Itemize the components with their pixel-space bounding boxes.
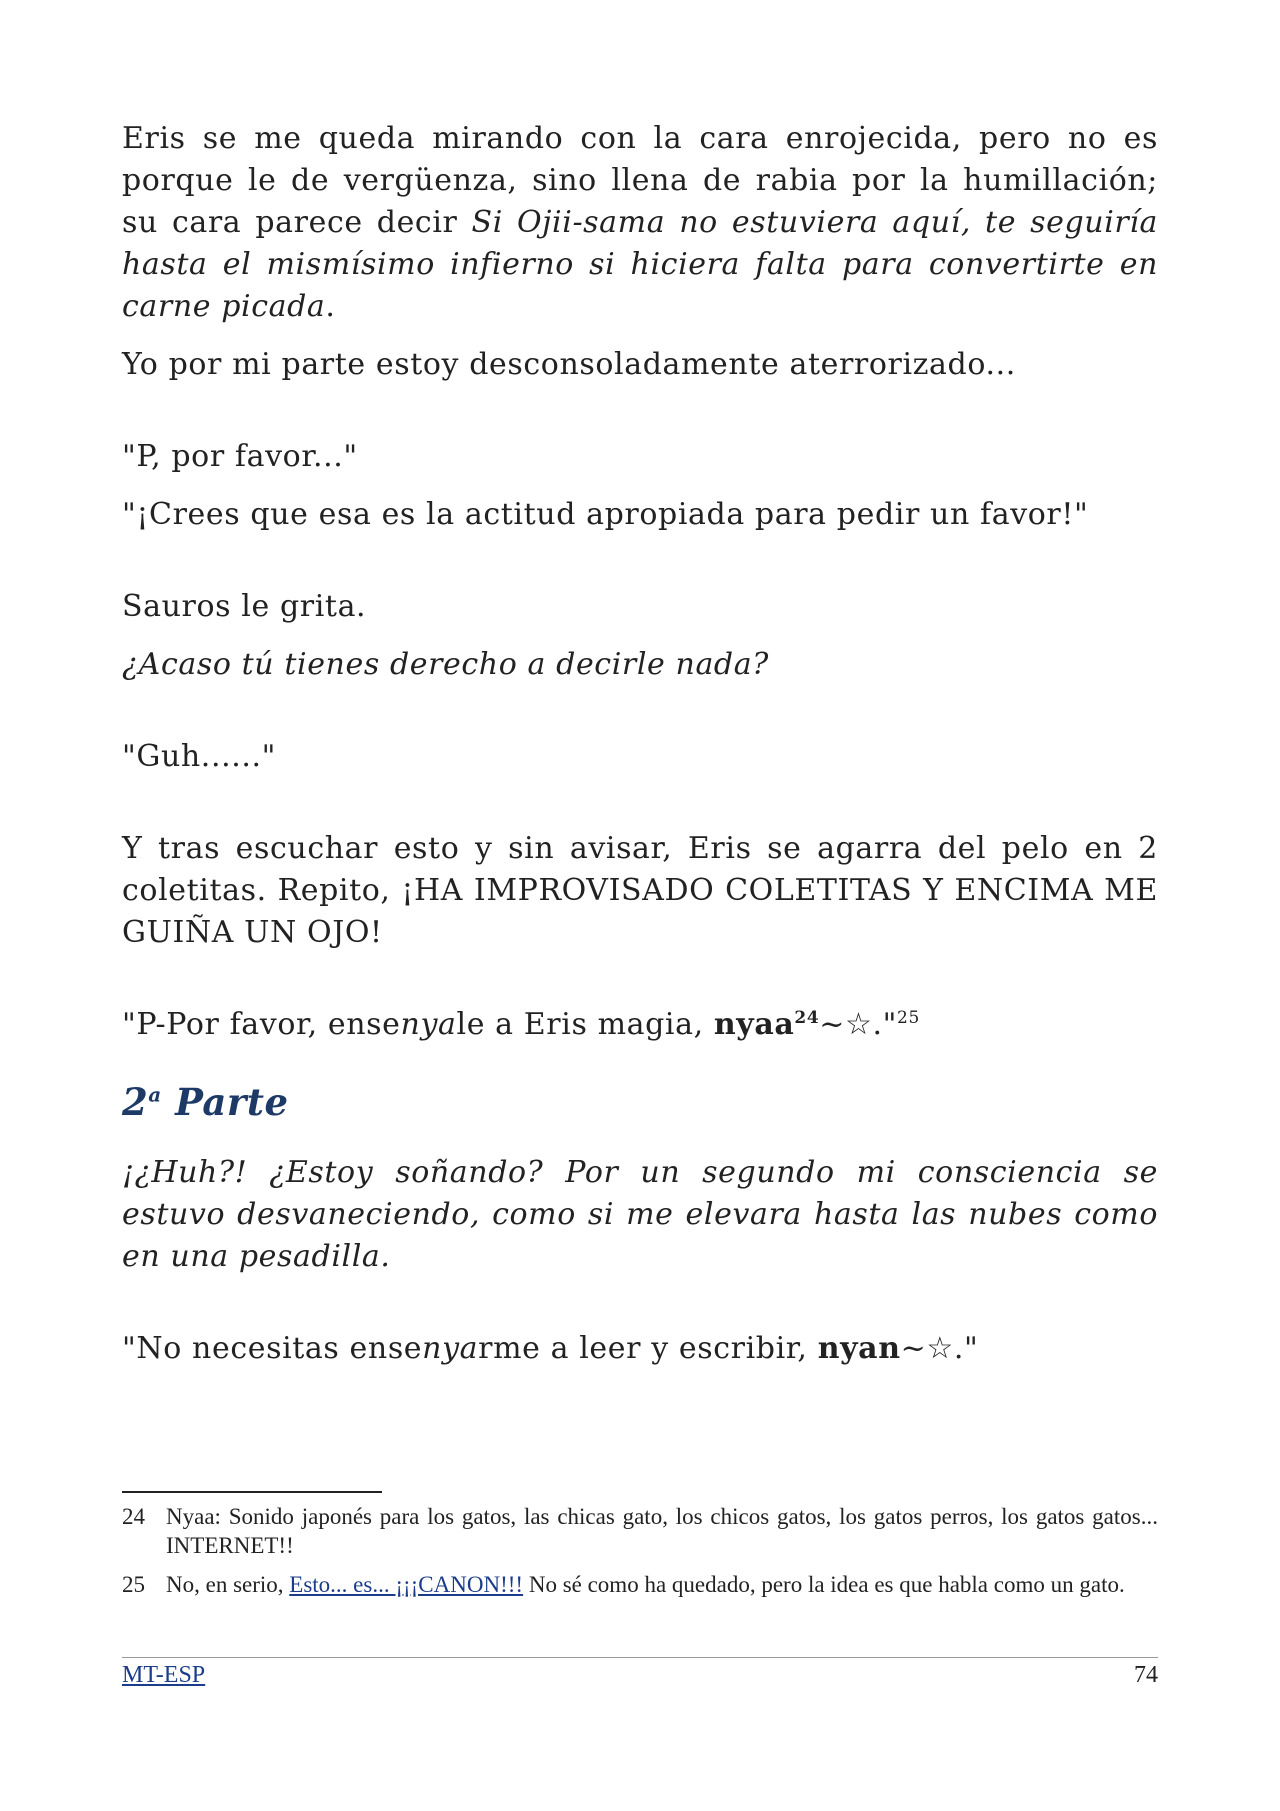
heading-text: Parte <box>161 1080 289 1124</box>
page-body <box>122 118 1158 1046</box>
dialogue-nyan <box>122 1328 1158 1370</box>
paragraph-text: Eris se me queda mirando con la cara enrojecida, pero no es porque le de vergüenza, sino llena de rabia por la humillación; su cara parece decir <box>122 121 1158 240</box>
footnotes <box>122 1502 1158 1609</box>
bold-nyan: nyan <box>817 1331 901 1366</box>
footnote-24 <box>122 1502 1158 1560</box>
paragraph-sauros: Sauros le grita. <box>122 589 367 624</box>
footnote-ref-24[interactable]: 24 <box>794 1008 820 1028</box>
italic-thought-right: ¿Acaso tú tienes derecho a decirle nada? <box>122 647 769 682</box>
footnote-separator <box>122 1491 382 1493</box>
canon-link[interactable]: Esto... es... ¡¡¡CANON!!! <box>289 1572 524 1597</box>
star-glyph: ~☆ <box>900 1331 954 1366</box>
footnote-text <box>166 1570 1158 1599</box>
dialogue-text: le a Eris magia, <box>456 1007 714 1042</box>
bold-nyaa: nyaa <box>713 1007 795 1042</box>
italic-paragraph-dream: ¡¿Huh?! ¿Estoy soñando? Por un segundo mi consciencia se estuvo desvaneciendo, como si me elevara hasta las nubes como en una pesadilla. <box>122 1155 1158 1274</box>
footnote-number: 25 <box>122 1572 145 1597</box>
paragraph-terrified: Yo por mi parte estoy desconsoladamente aterrorizado... <box>122 347 1016 382</box>
dialogue-text: rme a leer y escribir, <box>478 1331 818 1366</box>
paragraph-pigtails: Y tras escuchar esto y sin avisar, Eris se agarra del pelo en 2 coletitas. Repito, ¡HA IMPROVISADO COLETITAS Y ENCIMA ME GUIÑA UN OJO! <box>122 831 1158 950</box>
footer-link[interactable]: MT-ESP <box>122 1662 206 1688</box>
footnote-text-part: No sé como ha quedado, pero la idea es que habla como un gato. <box>523 1572 1125 1597</box>
dialogue-text: "P-Por favor, ense <box>122 1007 401 1042</box>
section-heading <box>122 1080 289 1124</box>
dialogue-please: "P, por favor..." <box>122 439 358 474</box>
footnote-text-part: No, en serio, <box>166 1572 290 1597</box>
italic-nya: nya <box>422 1331 479 1366</box>
dialogue-text: "No necesitas ense <box>122 1331 423 1366</box>
footer-separator <box>122 1657 1158 1658</box>
italic-nya: nya <box>400 1007 457 1042</box>
dialogue-guh: "Guh......" <box>122 739 277 774</box>
dialogue-nyaa <box>122 1004 1158 1046</box>
heading-ordinal: a <box>148 1082 162 1107</box>
section-body <box>122 1152 1158 1370</box>
paragraph-text: . <box>325 289 336 324</box>
heading-number: 2 <box>122 1080 149 1124</box>
page-footer <box>122 1660 1158 1690</box>
page-number: 74 <box>1134 1662 1158 1688</box>
footnote-text: Nyaa: Sonido japonés para los gatos, las chicas gato, los chicos gatos, los gatos perros, los gatos gatos... INTERNET!! <box>166 1504 1158 1558</box>
dialogue-text: ." <box>872 1007 898 1042</box>
footnote-25 <box>122 1570 1158 1599</box>
paragraph-eris-glare <box>122 118 1158 328</box>
dialogue-attitude: "¡Crees que esa es la actitud apropiada para pedir un favor!" <box>122 497 1089 532</box>
italic-thought: Si Ojii-sama no estuviera aquí, te seguiría hasta el mismísimo infierno si hiciera falta para convertirte en carne picada <box>122 205 1159 324</box>
footnote-ref-25[interactable]: 25 <box>897 1008 920 1028</box>
star-glyph: ~☆ <box>819 1007 873 1042</box>
dialogue-text: ." <box>953 1331 979 1366</box>
footnote-number: 24 <box>122 1504 145 1529</box>
